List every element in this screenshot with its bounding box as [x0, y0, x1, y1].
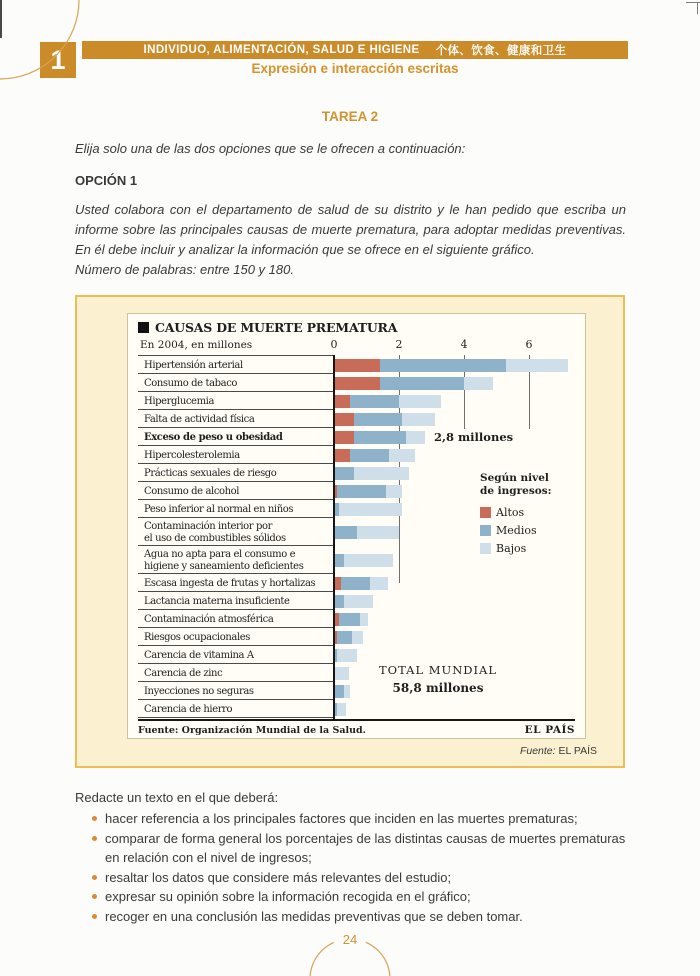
bar-segment-altos	[334, 377, 380, 390]
chart-row-label: Carencia de vitamina A	[138, 646, 334, 664]
bar-segment-bajos	[352, 631, 363, 644]
chart-box	[75, 295, 625, 768]
bar-segment-medios	[350, 449, 389, 462]
chart-row-label: Inyecciones no seguras	[138, 682, 334, 700]
chart-row	[138, 682, 575, 700]
instruction-item: resaltar los datos que considere más relevantes del estudio;	[75, 868, 627, 888]
bar-segment-medios	[334, 685, 344, 698]
bar-segment-medios	[354, 413, 403, 426]
chart-row-label: Prácticas sexuales de riesgo	[138, 464, 334, 482]
bar-segment-bajos	[344, 685, 350, 698]
header-subtitle: Expresión e interacción escritas	[251, 61, 459, 76]
bar-segment-bajos	[360, 613, 368, 626]
bar-segment-medios	[334, 526, 357, 539]
chart-row-label: Contaminación atmosférica	[138, 610, 334, 628]
task-intro: Elija solo una de las dos opciones que se le ofrecen a continuación:	[75, 141, 466, 156]
instruction-item: comparar de forma general los porcentajes de las distintas causas de muertes prematuras en relación con el nivel de ingresos;	[75, 829, 627, 868]
instruction-item: recoger en una conclusión las medidas preventivas que se deben tomar.	[75, 907, 627, 927]
bar-segment-bajos	[337, 649, 357, 662]
chart-row	[138, 428, 575, 446]
chart-row	[138, 646, 575, 664]
title-square-icon	[138, 322, 149, 333]
corner-mark-icon	[697, 2, 698, 14]
page-number: 24	[334, 932, 366, 947]
total-value: 58,8 millones	[392, 681, 484, 695]
bar-segment-bajos	[406, 431, 426, 444]
chart-bottom-rule	[138, 719, 575, 721]
chart-row-label: Escasa ingesta de frutas y hortalizas	[138, 574, 334, 592]
chart-row-label: Consumo de alcohol	[138, 482, 334, 500]
stacked-bar	[334, 700, 346, 718]
bar-segment-medios	[354, 431, 406, 444]
chart-row-label: Hipertensión arterial	[138, 356, 334, 374]
bar-segment-bajos	[339, 503, 402, 516]
stacked-bar	[334, 546, 393, 574]
chart-row-label: Riesgos ocupacionales	[138, 628, 334, 646]
chart-row	[138, 464, 575, 482]
chart-row	[138, 392, 575, 410]
bar-segment-altos	[334, 359, 380, 372]
stacked-bar	[334, 646, 357, 664]
bar-segment-medios	[337, 631, 352, 644]
chart-row	[138, 500, 575, 518]
bar-segment-altos	[334, 413, 354, 426]
stacked-bar	[334, 628, 363, 646]
stacked-bar	[334, 428, 513, 446]
task-title: TAREA 2	[321, 109, 379, 124]
bar-segment-bajos	[354, 467, 409, 480]
x-tick-label: 2	[395, 338, 403, 351]
chart-row	[138, 446, 575, 464]
bar-segment-bajos	[402, 413, 435, 426]
chart-row-label: Carencia de zinc	[138, 664, 334, 682]
chart-row	[138, 356, 575, 374]
unit-number-box	[40, 42, 76, 78]
bar-segment-bajos	[370, 577, 388, 590]
stacked-bar	[334, 592, 373, 610]
chart-source-row	[138, 724, 575, 736]
bar-annotation: 2,8 millones	[434, 430, 514, 444]
chart-row	[138, 574, 575, 592]
box-caption: Fuente: EL PAÍS	[519, 745, 597, 757]
chart-row	[138, 628, 575, 646]
stacked-bar	[334, 610, 368, 628]
bar-segment-bajos	[389, 449, 415, 462]
chart-rows	[138, 356, 575, 718]
chart-row	[138, 410, 575, 428]
stacked-bar	[334, 464, 409, 482]
legend-label: Medios	[496, 524, 537, 537]
chart-subtitle: En 2004, en millones	[140, 339, 253, 351]
bar-segment-medios	[339, 613, 360, 626]
instructions-list	[75, 809, 627, 926]
stacked-bar	[334, 392, 441, 410]
header-title-bar	[82, 41, 628, 59]
legend-title: Según nivel de ingresos:	[480, 472, 552, 497]
chart-row-label: Carencia de hierro	[138, 700, 334, 718]
stacked-bar	[334, 446, 415, 464]
unit-number: 1	[50, 44, 66, 75]
bar-segment-bajos	[399, 395, 441, 408]
stacked-bar	[334, 482, 402, 500]
page-edge-artifact	[0, 0, 2, 38]
bar-segment-bajos	[344, 554, 393, 567]
chart-row	[138, 610, 575, 628]
chart-row-label: Exceso de peso u obesidad	[138, 428, 334, 446]
chart-row-label: Peso inferior al normal en niños	[138, 500, 334, 518]
x-tick-label: 0	[330, 338, 338, 351]
chart-credit: EL PAÍS	[524, 724, 575, 736]
bar-segment-bajos	[337, 703, 346, 716]
chart-panel	[127, 313, 586, 739]
chart-row	[138, 374, 575, 392]
stacked-bar	[334, 500, 402, 518]
stacked-bar	[334, 374, 493, 392]
chart-source: Fuente: Organización Mundial de la Salud.	[138, 725, 366, 736]
stacked-bar	[334, 518, 399, 546]
word-count-note: Número de palabras: entre 150 y 180.	[75, 262, 294, 277]
chart-row-label: Falta de actividad física	[138, 410, 334, 428]
header-title-chinese: 个体、饮食、健康和卫生	[435, 45, 567, 57]
bar-segment-medios	[334, 595, 344, 608]
bar-segment-bajos	[464, 377, 493, 390]
x-tick-label: 4	[460, 338, 468, 351]
bar-segment-altos	[334, 431, 354, 444]
bar-segment-medios	[341, 577, 370, 590]
chart-row-label: Consumo de tabaco	[138, 374, 334, 392]
option-brief: Usted colabora con el departamento de salud de su distrito y le han pedido que escriba un informe sobre las principales causas de muerte prematura, para adoptar medidas preventivas. En él debe incluir y analizar la información que se ofrece en el siguiente gráfico.	[75, 202, 626, 257]
x-tick-label: 6	[525, 338, 533, 351]
chart-row	[138, 592, 575, 610]
bar-segment-altos	[334, 395, 350, 408]
stacked-bar	[334, 574, 388, 592]
chart-row	[138, 482, 575, 500]
instruction-item: expresar su opinión sobre la información recogida en el gráfico;	[75, 887, 627, 907]
chart-row-label: Hipercolesterolemia	[138, 446, 334, 464]
bar-segment-bajos	[386, 485, 402, 498]
bar-segment-bajos	[334, 667, 349, 680]
chart-row-label: Contaminación interior por el uso de combustibles sólidos	[138, 518, 334, 546]
chart-row	[138, 700, 575, 718]
bar-segment-medios	[380, 359, 507, 372]
total-label: TOTAL MUNDIAL	[379, 663, 497, 677]
chart-row-label: Lactancia materna insuficiente	[138, 592, 334, 610]
bar-segment-altos	[334, 449, 350, 462]
header-title: INDIVIDUO, ALIMENTACIÓN, SALUD E HIGIENE	[143, 44, 420, 56]
chart-row	[138, 518, 575, 546]
page-number-block	[305, 930, 395, 976]
bar-segment-bajos	[344, 595, 373, 608]
instruction-item: hacer referencia a los principales factores que inciden en las muertes prematuras;	[75, 809, 627, 829]
option-label: OPCIÓN 1	[75, 173, 138, 188]
bar-segment-bajos	[357, 526, 399, 539]
stacked-bar	[334, 664, 349, 682]
zero-axis-line	[333, 355, 335, 721]
chart-row	[138, 664, 575, 682]
instructions-title: Redacte un texto en el que deberá:	[75, 790, 279, 805]
stacked-bar	[334, 356, 568, 374]
stacked-bar	[334, 682, 350, 700]
chart-row-label: Agua no apta para el consumo e higiene y saneamiento deficientes	[138, 546, 334, 574]
legend-label: Bajos	[496, 542, 527, 555]
chart-row	[138, 546, 575, 574]
chart-row-label: Hiperglucemia	[138, 392, 334, 410]
bar-segment-medios	[334, 554, 344, 567]
bar-segment-medios	[380, 377, 465, 390]
legend-label: Altos	[496, 506, 525, 519]
stacked-bar	[334, 410, 435, 428]
bar-segment-medios	[350, 395, 399, 408]
bar-segment-bajos	[506, 359, 568, 372]
bar-segment-medios	[337, 485, 386, 498]
bar-segment-medios	[334, 467, 354, 480]
chart-title: CAUSAS DE MUERTE PREMATURA	[138, 320, 397, 335]
